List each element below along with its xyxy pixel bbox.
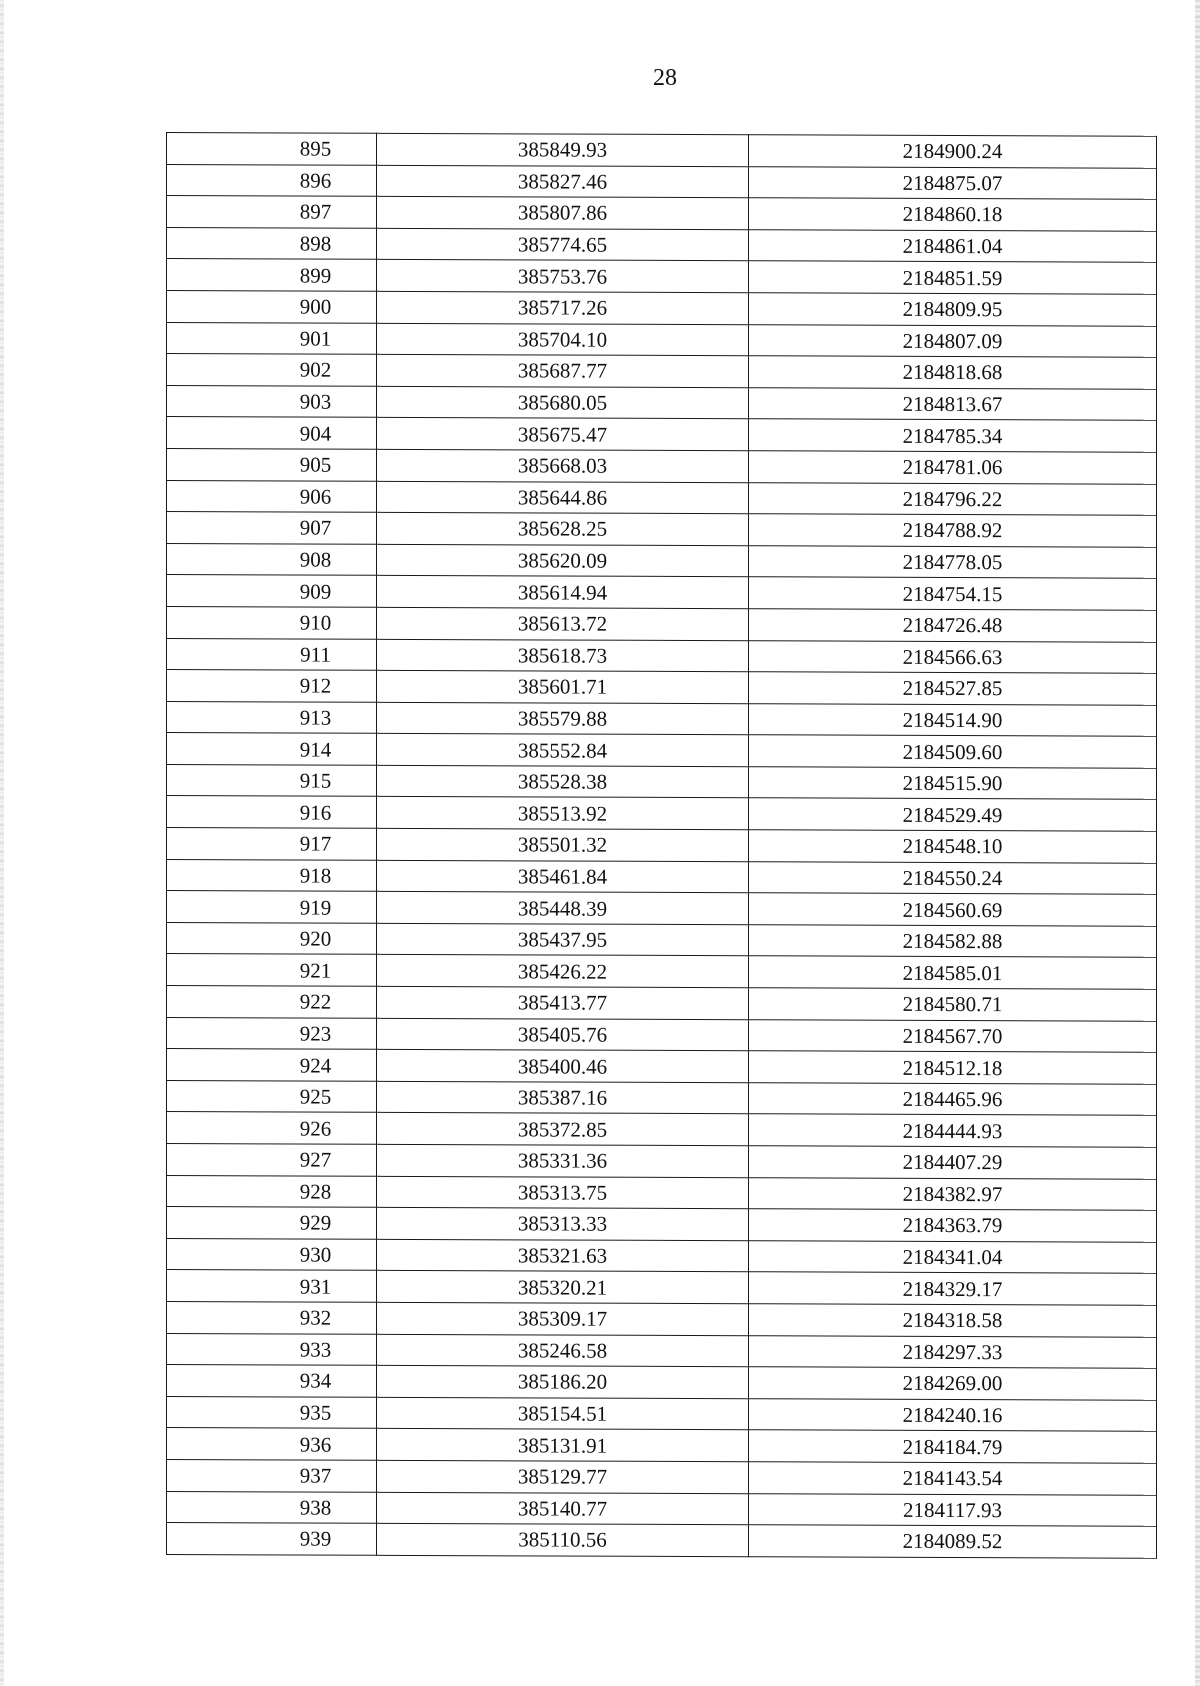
table-row — [167, 1428, 1157, 1463]
coordinate-table — [166, 132, 1157, 1559]
point-id-cell: 919 — [167, 891, 377, 923]
x-coordinate-cell: 385110.56 — [377, 1523, 749, 1556]
x-coordinate-cell: 385313.75 — [377, 1176, 749, 1209]
x-coordinate-cell: 385528.38 — [377, 765, 749, 798]
table-row — [167, 859, 1157, 894]
y-coordinate-cell: 2184512.18 — [749, 1051, 1157, 1084]
y-coordinate-cell: 2184117.93 — [749, 1493, 1157, 1526]
table-row — [167, 1365, 1157, 1400]
table-row — [167, 1459, 1157, 1494]
y-coordinate-cell: 2184567.70 — [749, 1019, 1157, 1052]
point-id-cell: 895 — [167, 133, 377, 165]
x-coordinate-cell: 385372.85 — [377, 1113, 749, 1146]
point-id-cell: 922 — [167, 986, 377, 1018]
table-row — [167, 1301, 1157, 1336]
table-row — [167, 1523, 1157, 1558]
x-coordinate-cell: 385579.88 — [377, 702, 749, 735]
x-coordinate-cell: 385131.91 — [377, 1429, 749, 1462]
x-coordinate-cell: 385246.58 — [377, 1334, 749, 1367]
point-id-cell: 910 — [167, 606, 377, 638]
point-id-cell: 921 — [167, 954, 377, 986]
point-id-cell: 924 — [167, 1049, 377, 1081]
y-coordinate-cell: 2184143.54 — [749, 1462, 1157, 1495]
table-row — [167, 954, 1157, 989]
y-coordinate-cell: 2184813.67 — [749, 387, 1157, 420]
y-coordinate-cell: 2184318.58 — [749, 1304, 1157, 1337]
table-row — [167, 1049, 1157, 1084]
y-coordinate-cell: 2184796.22 — [749, 482, 1157, 515]
table-row — [167, 259, 1157, 294]
point-id-cell: 896 — [167, 164, 377, 196]
table-row — [167, 227, 1157, 262]
y-coordinate-cell: 2184566.63 — [749, 640, 1157, 673]
point-id-cell: 928 — [167, 1175, 377, 1207]
y-coordinate-cell: 2184514.90 — [749, 703, 1157, 736]
table-row — [167, 1175, 1157, 1210]
table-row — [167, 1144, 1157, 1179]
y-coordinate-cell: 2184297.33 — [749, 1335, 1157, 1368]
x-coordinate-cell: 385405.76 — [377, 1018, 749, 1051]
x-coordinate-cell: 385717.26 — [377, 291, 749, 324]
y-coordinate-cell: 2184818.68 — [749, 356, 1157, 389]
table-row — [167, 1207, 1157, 1242]
x-coordinate-cell: 385154.51 — [377, 1397, 749, 1430]
point-id-cell: 923 — [167, 1017, 377, 1049]
table-row — [167, 322, 1157, 357]
x-coordinate-cell: 385426.22 — [377, 955, 749, 988]
x-coordinate-cell: 385601.71 — [377, 670, 749, 703]
table-row — [167, 1270, 1157, 1305]
table-row — [167, 385, 1157, 420]
y-coordinate-cell: 2184444.93 — [749, 1114, 1157, 1147]
point-id-cell: 912 — [167, 670, 377, 702]
table-row — [167, 891, 1157, 926]
point-id-cell: 927 — [167, 1144, 377, 1176]
y-coordinate-cell: 2184726.48 — [749, 609, 1157, 642]
y-coordinate-cell: 2184585.01 — [749, 956, 1157, 989]
point-id-cell: 901 — [167, 322, 377, 354]
point-id-cell: 925 — [167, 1080, 377, 1112]
point-id-cell: 916 — [167, 796, 377, 828]
y-coordinate-cell: 2184781.06 — [749, 451, 1157, 484]
x-coordinate-cell: 385753.76 — [377, 260, 749, 293]
y-coordinate-cell: 2184509.60 — [749, 735, 1157, 768]
y-coordinate-cell: 2184785.34 — [749, 419, 1157, 452]
table-row — [167, 1017, 1157, 1052]
table-row — [167, 1112, 1157, 1147]
table-row — [167, 575, 1157, 610]
point-id-cell: 931 — [167, 1270, 377, 1302]
point-id-cell: 930 — [167, 1238, 377, 1270]
table-row — [167, 1491, 1157, 1526]
x-coordinate-cell: 385309.17 — [377, 1302, 749, 1335]
table-row — [167, 290, 1157, 325]
x-coordinate-cell: 385140.77 — [377, 1492, 749, 1525]
table-row — [167, 733, 1157, 768]
table-row — [167, 922, 1157, 957]
y-coordinate-cell: 2184407.29 — [749, 1146, 1157, 1179]
x-coordinate-cell: 385807.86 — [377, 196, 749, 229]
point-id-cell: 903 — [167, 385, 377, 417]
x-coordinate-cell: 385668.03 — [377, 449, 749, 482]
page-number: 28 — [653, 65, 677, 91]
x-coordinate-cell: 385680.05 — [377, 386, 749, 419]
point-id-cell: 917 — [167, 828, 377, 860]
x-coordinate-cell: 385774.65 — [377, 228, 749, 261]
table-row — [167, 638, 1157, 673]
point-id-cell: 905 — [167, 448, 377, 480]
scan-edge-right — [1195, 0, 1200, 1686]
y-coordinate-cell: 2184269.00 — [749, 1367, 1157, 1400]
y-coordinate-cell: 2184875.07 — [749, 166, 1157, 199]
table-row — [167, 164, 1157, 199]
point-id-cell: 902 — [167, 354, 377, 386]
table-row — [167, 448, 1157, 483]
x-coordinate-cell: 385849.93 — [377, 133, 749, 166]
point-id-cell: 911 — [167, 638, 377, 670]
point-id-cell: 918 — [167, 859, 377, 891]
point-id-cell: 913 — [167, 701, 377, 733]
x-coordinate-cell: 385614.94 — [377, 576, 749, 609]
table-row — [167, 1333, 1157, 1368]
x-coordinate-cell: 385620.09 — [377, 544, 749, 577]
point-id-cell: 906 — [167, 480, 377, 512]
y-coordinate-cell: 2184580.71 — [749, 988, 1157, 1021]
y-coordinate-cell: 2184560.69 — [749, 893, 1157, 926]
point-id-cell: 929 — [167, 1207, 377, 1239]
y-coordinate-cell: 2184465.96 — [749, 1083, 1157, 1116]
point-id-cell: 907 — [167, 512, 377, 544]
table-row — [167, 196, 1157, 231]
y-coordinate-cell: 2184548.10 — [749, 830, 1157, 863]
x-coordinate-cell: 385400.46 — [377, 1050, 749, 1083]
x-coordinate-cell: 385313.33 — [377, 1207, 749, 1240]
table-row — [167, 480, 1157, 515]
x-coordinate-cell: 385644.86 — [377, 481, 749, 514]
y-coordinate-cell: 2184527.85 — [749, 672, 1157, 705]
x-coordinate-cell: 385827.46 — [377, 165, 749, 198]
point-id-cell: 909 — [167, 575, 377, 607]
scan-edge-left — [0, 0, 4, 1686]
point-id-cell: 934 — [167, 1365, 377, 1397]
x-coordinate-cell: 385501.32 — [377, 828, 749, 861]
y-coordinate-cell: 2184515.90 — [749, 767, 1157, 800]
table-row — [167, 796, 1157, 831]
x-coordinate-cell: 385552.84 — [377, 734, 749, 767]
point-id-cell: 937 — [167, 1459, 377, 1491]
x-coordinate-cell: 385513.92 — [377, 797, 749, 830]
table-row — [167, 512, 1157, 547]
table-row — [167, 828, 1157, 863]
y-coordinate-cell: 2184778.05 — [749, 545, 1157, 578]
point-id-cell: 908 — [167, 543, 377, 575]
y-coordinate-cell: 2184550.24 — [749, 861, 1157, 894]
x-coordinate-cell: 385687.77 — [377, 354, 749, 387]
table-row — [167, 1080, 1157, 1115]
y-coordinate-cell: 2184807.09 — [749, 324, 1157, 357]
table-row — [167, 1238, 1157, 1273]
x-coordinate-cell: 385613.72 — [377, 607, 749, 640]
point-id-cell: 932 — [167, 1301, 377, 1333]
point-id-cell: 920 — [167, 922, 377, 954]
y-coordinate-cell: 2184329.17 — [749, 1272, 1157, 1305]
point-id-cell: 898 — [167, 227, 377, 259]
y-coordinate-cell: 2184900.24 — [749, 135, 1157, 168]
y-coordinate-cell: 2184788.92 — [749, 514, 1157, 547]
y-coordinate-cell: 2184382.97 — [749, 1177, 1157, 1210]
x-coordinate-cell: 385321.63 — [377, 1239, 749, 1272]
x-coordinate-cell: 385704.10 — [377, 323, 749, 356]
y-coordinate-cell: 2184363.79 — [749, 1209, 1157, 1242]
y-coordinate-cell: 2184582.88 — [749, 925, 1157, 958]
table-row — [167, 701, 1157, 736]
table-row — [167, 764, 1157, 799]
table-row — [167, 670, 1157, 705]
y-coordinate-cell: 2184529.49 — [749, 798, 1157, 831]
table-row — [167, 133, 1157, 168]
point-id-cell: 935 — [167, 1396, 377, 1428]
y-coordinate-cell: 2184240.16 — [749, 1398, 1157, 1431]
point-id-cell: 938 — [167, 1491, 377, 1523]
table-row — [167, 1396, 1157, 1431]
point-id-cell: 939 — [167, 1523, 377, 1555]
point-id-cell: 915 — [167, 764, 377, 796]
table-row — [167, 354, 1157, 389]
table-row — [167, 986, 1157, 1021]
point-id-cell: 926 — [167, 1112, 377, 1144]
y-coordinate-cell: 2184860.18 — [749, 198, 1157, 231]
point-id-cell: 899 — [167, 259, 377, 291]
x-coordinate-cell: 385448.39 — [377, 892, 749, 925]
y-coordinate-cell: 2184089.52 — [749, 1525, 1157, 1558]
x-coordinate-cell: 385186.20 — [377, 1365, 749, 1398]
x-coordinate-cell: 385675.47 — [377, 418, 749, 451]
table-row — [167, 543, 1157, 578]
point-id-cell: 914 — [167, 733, 377, 765]
table-row — [167, 417, 1157, 452]
coordinate-table-container — [166, 132, 1156, 1559]
coordinate-table-body — [167, 133, 1157, 1559]
x-coordinate-cell: 385461.84 — [377, 860, 749, 893]
y-coordinate-cell: 2184861.04 — [749, 230, 1157, 263]
y-coordinate-cell: 2184341.04 — [749, 1241, 1157, 1274]
x-coordinate-cell: 385618.73 — [377, 639, 749, 672]
point-id-cell: 897 — [167, 196, 377, 228]
x-coordinate-cell: 385129.77 — [377, 1460, 749, 1493]
point-id-cell: 900 — [167, 290, 377, 322]
x-coordinate-cell: 385320.21 — [377, 1271, 749, 1304]
y-coordinate-cell: 2184809.95 — [749, 293, 1157, 326]
point-id-cell: 904 — [167, 417, 377, 449]
x-coordinate-cell: 385331.36 — [377, 1144, 749, 1177]
y-coordinate-cell: 2184851.59 — [749, 261, 1157, 294]
x-coordinate-cell: 385413.77 — [377, 986, 749, 1019]
point-id-cell: 936 — [167, 1428, 377, 1460]
table-row — [167, 606, 1157, 641]
x-coordinate-cell: 385387.16 — [377, 1081, 749, 1114]
x-coordinate-cell: 385628.25 — [377, 512, 749, 545]
point-id-cell: 933 — [167, 1333, 377, 1365]
y-coordinate-cell: 2184754.15 — [749, 577, 1157, 610]
x-coordinate-cell: 385437.95 — [377, 923, 749, 956]
y-coordinate-cell: 2184184.79 — [749, 1430, 1157, 1463]
